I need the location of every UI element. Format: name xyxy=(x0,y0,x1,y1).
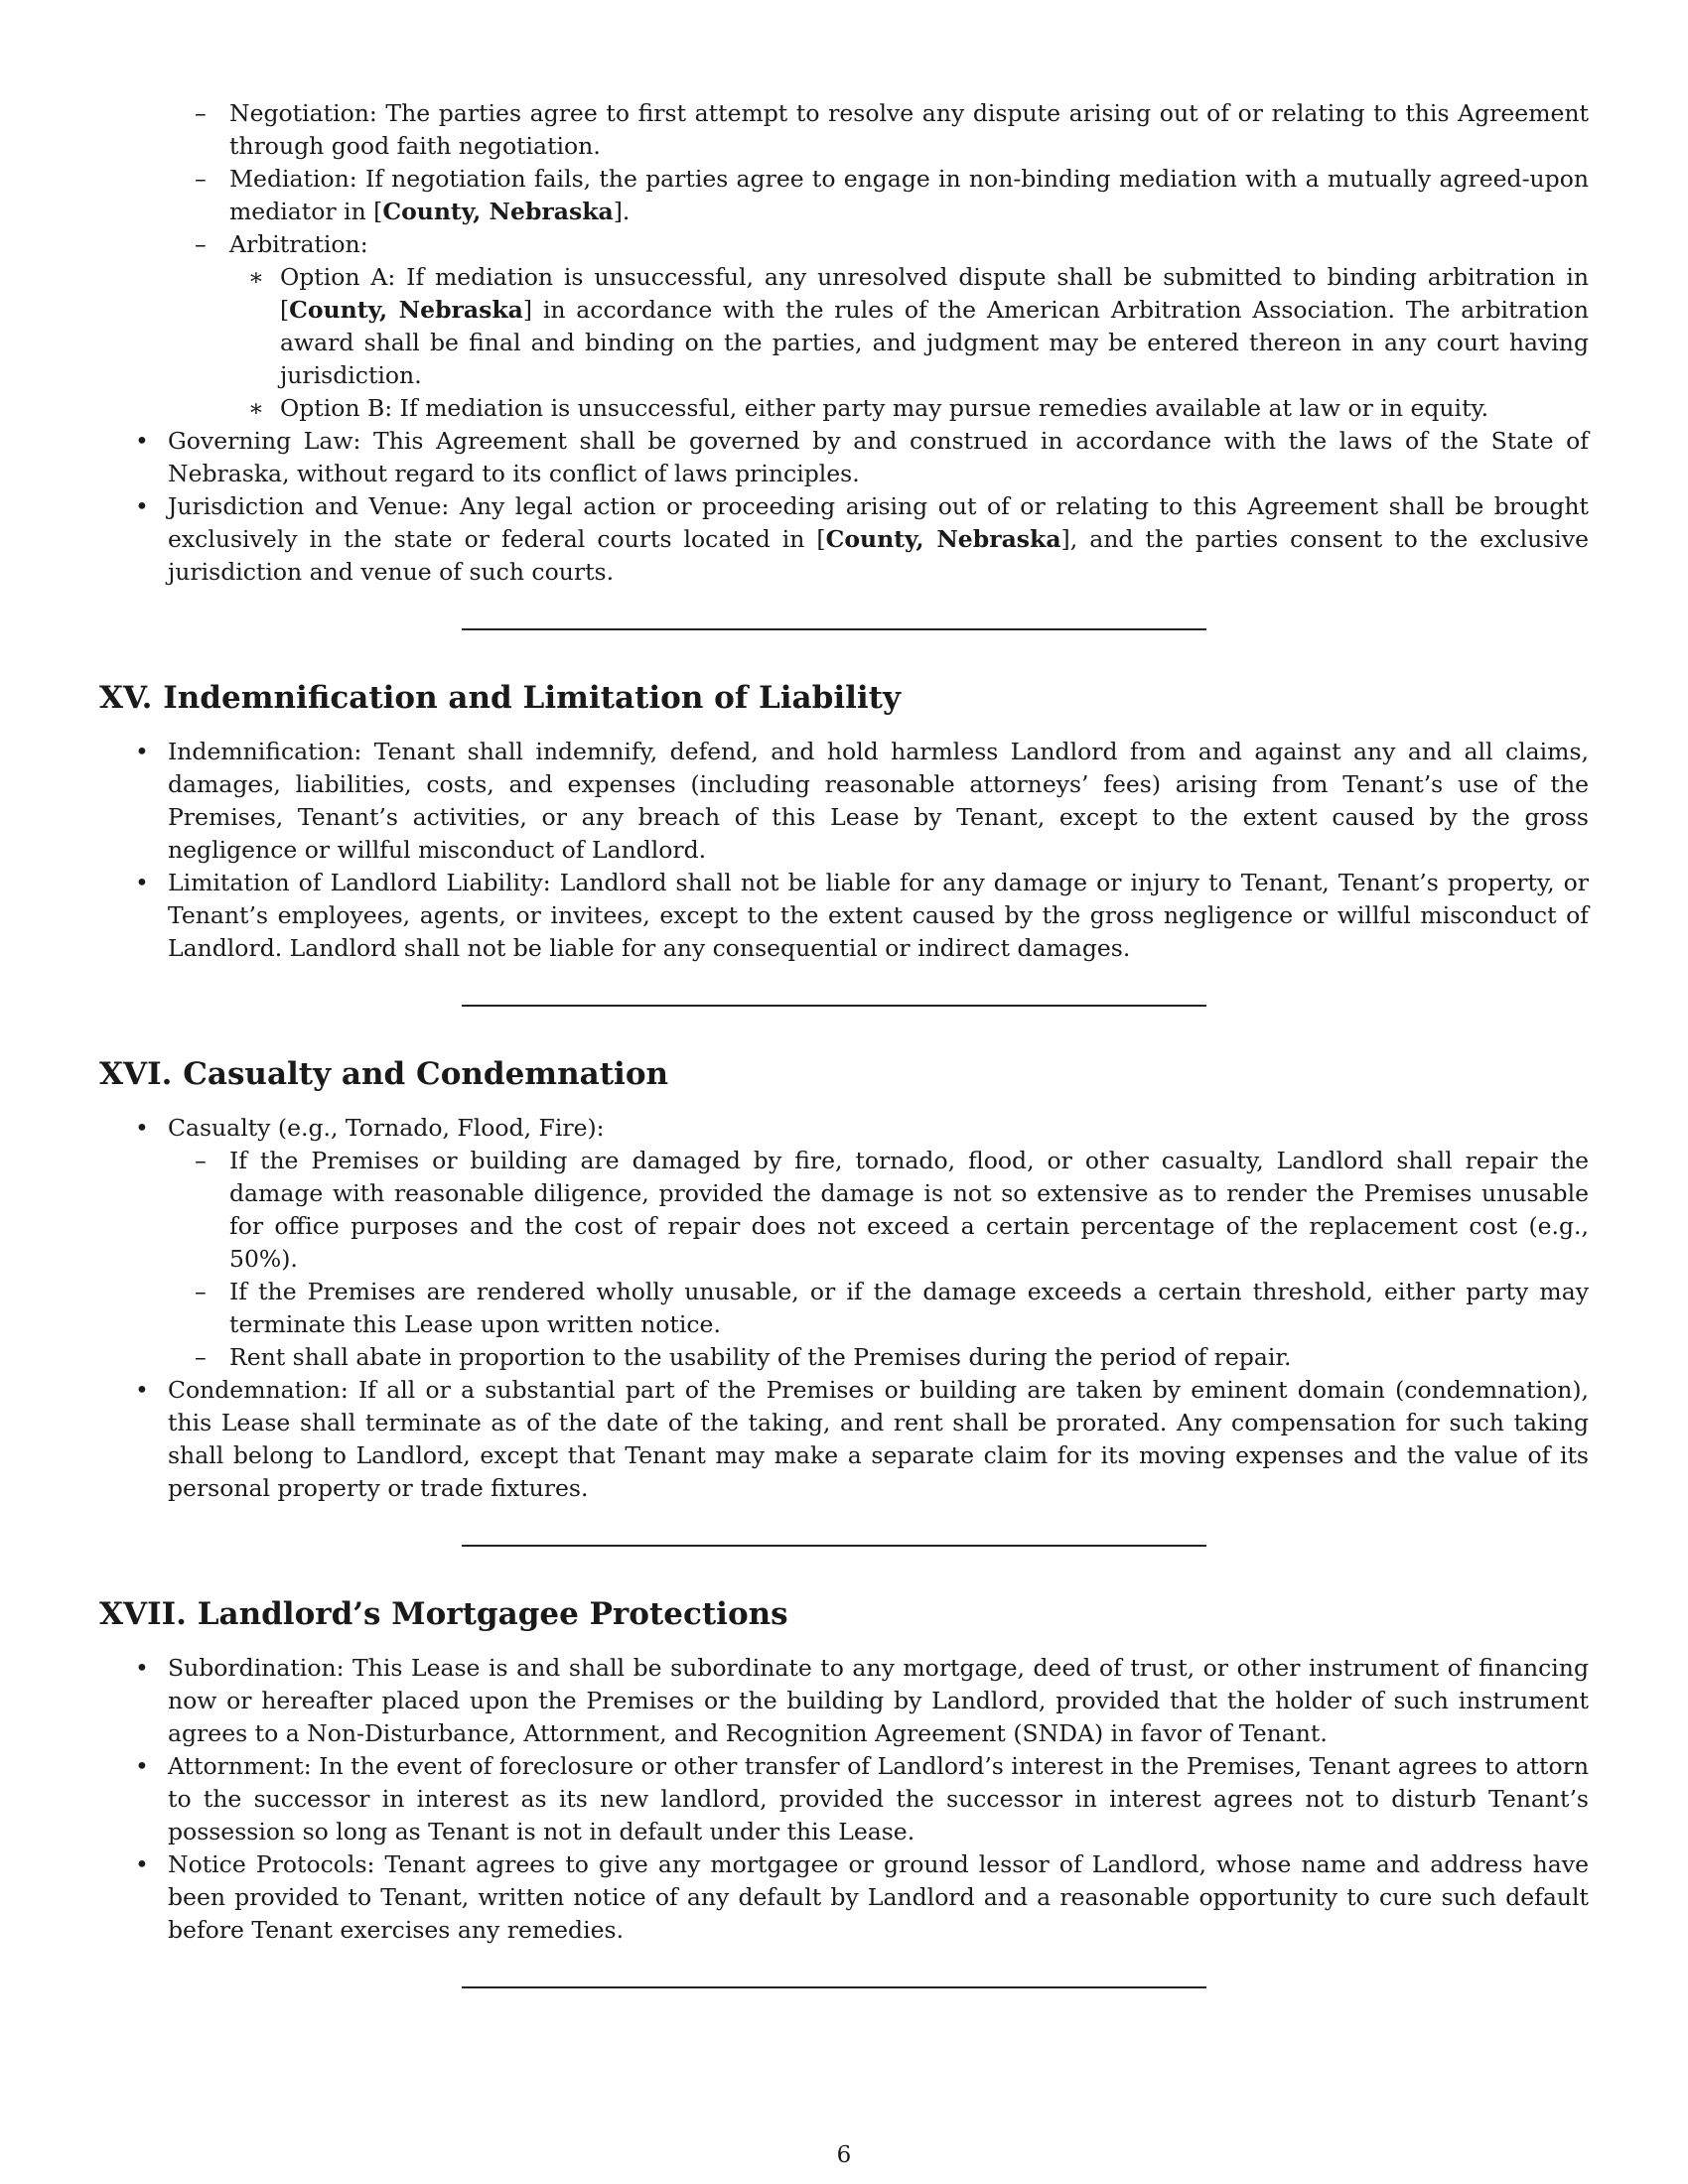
option-a-text: Option A: If mediation is unsuccessful, any unresolved dispute shall be submitted to binding arbitration in [ xyxy=(280,263,1589,324)
casualty-rent-text: Rent shall abate in proportion to the usability of the Premises during the period of repair. xyxy=(229,1343,1292,1371)
limitation-text: Limitation of Landlord Liability: Landlord shall not be liable for any damage or injury to Tenant, Tenant’s property, or Tenant’s employees, agents, or invitees, except to the extent caused by the gross negligence or willful misconduct of Landlord. Landlord shall not be liable for any consequential or indirect damages. xyxy=(168,869,1589,962)
dash-marker: – xyxy=(195,165,207,193)
jurisdiction-text: Jurisdiction and Venue: Any legal action or proceeding arising out of or relating to this Agreement shall be brought exclusively in the state or federal courts located in [ xyxy=(168,492,1589,553)
section-divider xyxy=(462,1005,1206,1007)
bullet-marker: • xyxy=(135,1654,149,1682)
dispute-resolution-list xyxy=(99,97,1589,589)
indemnification-text: Indemnification: Tenant shall indemnify, defend, and hold harmless Landlord from and against any and all claims, damages, liabilities, costs, and expenses (including reasonable attorneys’ fees) arising from Tenant’s use of the Premises, Tenant’s activities, or any breach of this Lease by Tenant, except to the extent caused by the gross negligence or willful misconduct of Landlord. xyxy=(168,738,1589,864)
condemnation-text: Condemnation: If all or a substantial part of the Premises or building are taken by eminent domain (condemnation), this Lease shall terminate as of the date of the taking, and rent shall be prorated. Any compensation for such taking shall belong to Landlord, except that Tenant may make a separate claim for its moving expenses and the value of its personal property or trade fixtures. xyxy=(168,1376,1589,1502)
list-item xyxy=(99,163,1589,228)
list-item xyxy=(99,736,1589,867)
list-item xyxy=(99,867,1589,965)
option-b-text: Option B: If mediation is unsuccessful, either party may pursue remedies available at law or in equity. xyxy=(280,394,1489,422)
section-xvi-heading: XVI. Casualty and Condemnation xyxy=(99,1056,669,1092)
document-page xyxy=(99,97,1589,2036)
negotiation-text: Negotiation: The parties agree to first attempt to resolve any dispute arising out of or relating to this Agreement through good faith negotiation. xyxy=(229,99,1589,160)
option-a-text-end: ] in accordance with the rules of the American Arbitration Association. The arbitration award shall be final and binding on the parties, and judgment may be entered thereon in any court having jurisdiction. xyxy=(280,296,1589,389)
page-number: 6 xyxy=(836,2142,852,2168)
list-item xyxy=(99,490,1589,589)
bullet-marker: • xyxy=(135,427,149,455)
mediation-text: Mediation: If negotiation fails, the parties agree to engage in non-binding mediation with a mutually agreed-upon mediator in [ xyxy=(229,165,1589,225)
casualty-text: Casualty (e.g., Tornado, Flood, Fire): xyxy=(168,1114,605,1142)
list-item xyxy=(99,228,1589,261)
list-item xyxy=(99,1276,1589,1341)
section-xv-list xyxy=(99,736,1589,965)
asterisk-marker: ∗ xyxy=(248,263,264,291)
bullet-marker: • xyxy=(135,1376,149,1404)
section-xvii-list xyxy=(99,1652,1589,1947)
section-divider xyxy=(462,1545,1206,1547)
jurisdiction-text-end: ], and the parties consent to the exclusive jurisdiction and venue of such courts. xyxy=(168,525,1589,586)
bullet-marker: • xyxy=(135,869,149,896)
governing-law-text: Governing Law: This Agreement shall be governed by and construed in accordance with the laws of the State of Nebraska, without regard to its conflict of laws principles. xyxy=(168,427,1589,487)
list-item xyxy=(99,1848,1589,1947)
bullet-marker: • xyxy=(135,1114,149,1142)
dash-marker: – xyxy=(195,99,207,127)
section-divider xyxy=(462,1986,1206,1988)
asterisk-marker: ∗ xyxy=(248,394,264,422)
list-item xyxy=(99,261,1589,392)
notice-protocols-text: Notice Protocols: Tenant agrees to give any mortgagee or ground lessor of Landlord, whose name and address have been provided to Tenant, written notice of any default by Landlord and a reasonable opportunity to cure such default before Tenant exercises any remedies. xyxy=(168,1850,1589,1944)
arbitration-text: Arbitration: xyxy=(229,230,368,258)
list-item xyxy=(99,1112,1589,1145)
dash-marker: – xyxy=(195,1343,207,1371)
list-item xyxy=(99,97,1589,163)
section-xvii-heading: XVII. Landlord’s Mortgagee Protections xyxy=(99,1596,788,1632)
county-placeholder: County, Nebraska xyxy=(382,198,614,225)
mediation-text-end: ]. xyxy=(613,198,631,225)
list-item xyxy=(99,1341,1589,1374)
county-placeholder: County, Nebraska xyxy=(289,296,523,324)
section-xvi-list xyxy=(99,1112,1589,1505)
list-item xyxy=(99,1374,1589,1505)
bullet-marker: • xyxy=(135,738,149,765)
list-item xyxy=(99,1652,1589,1750)
bullet-marker: • xyxy=(135,1752,149,1780)
dash-marker: – xyxy=(195,1147,207,1174)
section-xv-heading: XV. Indemnification and Limitation of Liability xyxy=(99,680,901,716)
list-item xyxy=(99,425,1589,490)
county-placeholder: County, Nebraska xyxy=(825,525,1061,553)
list-item xyxy=(99,392,1589,425)
dash-marker: – xyxy=(195,1278,207,1305)
bullet-marker: • xyxy=(135,1850,149,1878)
list-item xyxy=(99,1750,1589,1848)
bullet-marker: • xyxy=(135,492,149,520)
casualty-repair-text: If the Premises or building are damaged by fire, tornado, flood, or other casualty, Landlord shall repair the damage with reasonable diligence, provided the damage is not so extensive as to render the Premises unusable for office purposes and the cost of repair does not exceed a certain percentage of the replacement cost (e.g., 50%). xyxy=(229,1147,1589,1273)
subordination-text: Subordination: This Lease is and shall be subordinate to any mortgage, deed of trust, or other instrument of financing now or hereafter placed upon the Premises or the building by Landlord, provided that the holder of such instrument agrees to a Non-Disturbance, Attornment, and Recognition Agreement (SNDA) in favor of Tenant. xyxy=(168,1654,1589,1747)
list-item xyxy=(99,1145,1589,1276)
section-divider xyxy=(462,628,1206,630)
casualty-terminate-text: If the Premises are rendered wholly unusable, or if the damage exceeds a certain threshold, either party may terminate this Lease upon written notice. xyxy=(229,1278,1589,1338)
dash-marker: – xyxy=(195,230,207,258)
attornment-text: Attornment: In the event of foreclosure or other transfer of Landlord’s interest in the Premises, Tenant agrees to attorn to the successor in interest as its new landlord, provided the successor in interest agrees not to disturb Tenant’s possession so long as Tenant is not in default under this Lease. xyxy=(168,1752,1589,1845)
